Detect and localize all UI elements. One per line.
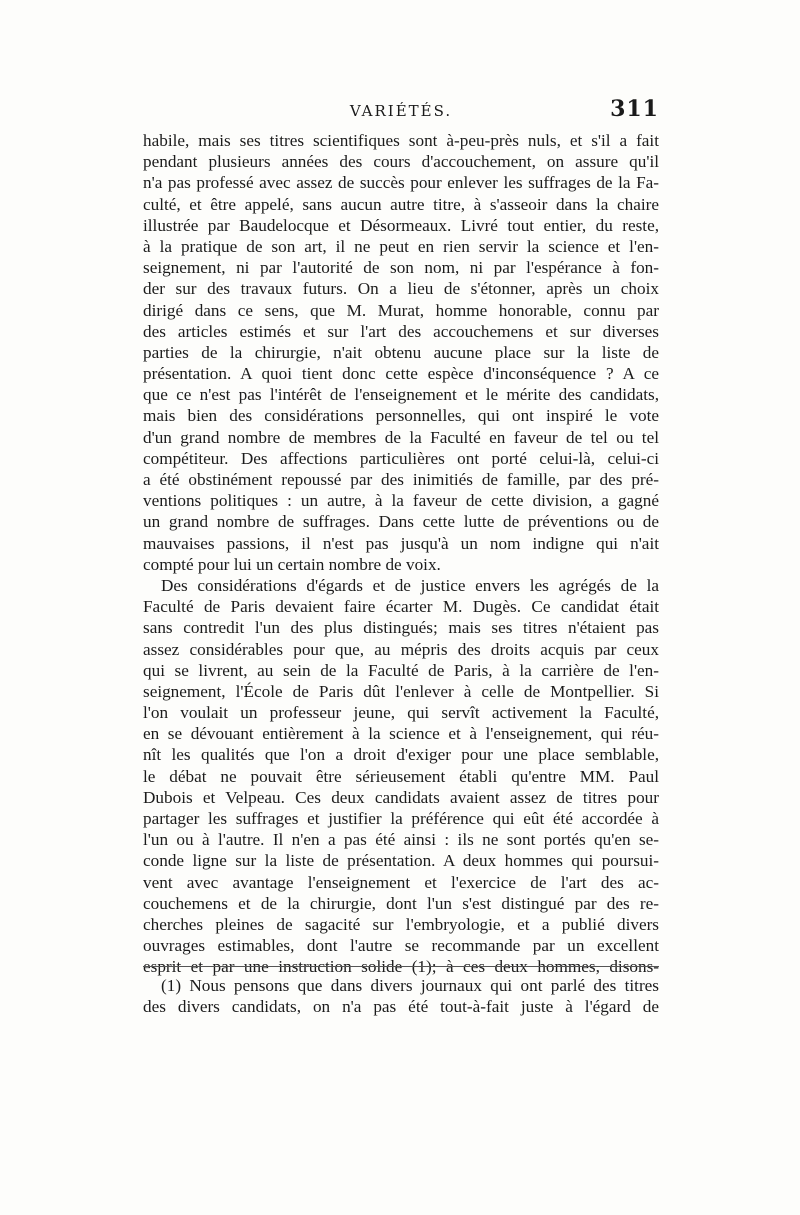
text-line: conde ligne sur la liste de présentation. A deux hommes qui poursui- (143, 851, 659, 871)
footnote-rule (143, 966, 659, 967)
text-line: partager les suffrages et justifier la préférence qui eût été accordée à (143, 809, 659, 828)
text-line: à la pratique de son art, il ne peut en rien servir la science et l'en- (143, 236, 659, 256)
text-line: des articles estimés et sur l'art des accouchemens et sur diverses (143, 321, 659, 341)
body-text (143, 130, 659, 978)
text-line: Dubois et Velpeau. Ces deux candidats avaient assez de titres pour (143, 787, 659, 807)
footnote-line: (1) Nous pensons que dans divers journaux qui ont parlé des titres (161, 976, 659, 995)
text-line: pendant plusieurs années des cours d'accouchement, on assure qu'il (143, 152, 659, 172)
text-line: n'a pas professé avec assez de succès pour enlever les suffrages de la Fa- (143, 173, 659, 193)
text-line: assez considérables pour que, au mépris des droits acquis par ceux (143, 639, 659, 659)
text-line: seignement, l'École de Paris dût l'enlever à celle de Montpellier. Si (143, 681, 659, 701)
text-line: Faculté de Paris devaient faire écarter M. Dugès. Ce candidat était (143, 597, 659, 617)
text-line: dirigé dans ce sens, que M. Murat, homme honorable, connu par (143, 300, 659, 320)
text-line: en se dévouant entièrement à la science et à l'enseignement, qui réu- (143, 724, 659, 744)
text-line: Des considérations d'égards et de justice envers les agrégés de la (161, 575, 659, 595)
running-head: VARIÉTÉS. (349, 102, 453, 120)
text-line: compté pour lui un certain nombre de voix. (143, 554, 441, 574)
text-line: d'un grand nombre de membres de la Faculté en faveur de tel ou tel (143, 427, 659, 447)
text-line: qui se livrent, au sein de la Faculté de Paris, à la carrière de l'en- (143, 660, 659, 680)
footnote (143, 975, 659, 1017)
text-line: ventions politiques : un autre, à la faveur de cette division, a gagné (143, 491, 659, 511)
text-line: parties de la chirurgie, n'ait obtenu aucune place sur la liste de (143, 342, 659, 362)
text-line: ouvrages estimables, dont l'autre se recommande par un excellent (143, 936, 659, 956)
text-line: mais bien des considérations personnelles, qui ont inspiré le vote (143, 406, 659, 426)
text-line: vent avec avantage l'enseignement et l'exercice de l'art des ac- (143, 872, 659, 892)
text-line: couchemens et de la chirurgie, dont l'un s'est distingué par des re- (143, 893, 659, 913)
text-line: seignement, ni par l'autorité de son nom, ni par l'espérance à fon- (143, 258, 659, 278)
text-line: sans contredit l'un des plus distingués; mais ses titres n'étaient pas (143, 618, 659, 638)
text-line: que ce n'est pas l'intérêt de l'enseignement et le mérite des candidats, (143, 385, 659, 405)
text-line: cherches pleines de sagacité sur l'embryologie, et a publié divers (143, 914, 659, 934)
footnote-line: des divers candidats, on n'a pas été tout-à-fait juste à l'égard de (143, 997, 659, 1017)
text-line: habile, mais ses titres scientifiques sont à-peu-près nuls, et s'il a fait (143, 131, 659, 150)
text-line: compétiteur. Des affections particulières ont porté celui-là, celui-ci (143, 448, 659, 468)
page-header (143, 96, 659, 124)
text-line: présentation. A quoi tient donc cette espèce d'inconséquence ? A ce (143, 364, 659, 384)
text-line: a été obstinément repoussé par des inimitiés de famille, par des pré- (143, 470, 659, 489)
text-line: mauvaises passions, il n'est pas jusqu'à un nom indigne qui n'ait (143, 533, 659, 553)
text-line: illustrée par Baudelocque et Désormeaux. Livré tout entier, du reste, (143, 215, 659, 235)
text-line: der sur des travaux futurs. On a lieu de s'étonner, après un choix (143, 279, 659, 299)
text-line: l'on voulait un professeur jeune, qui servît activement la Faculté, (143, 703, 659, 723)
text-line: le débat ne pouvait être sérieusement établi qu'entre MM. Paul (143, 766, 659, 786)
page-number: 311 (610, 96, 659, 122)
text-line: nît les qualités que l'on a droit d'exiger pour une place semblable, (143, 745, 659, 765)
text-line: esprit et par une instruction solide (1); à ces deux hommes, disons- (143, 957, 659, 977)
text-line: l'un ou à l'autre. Il n'en a pas été ainsi : ils ne sont portés qu'en se- (143, 830, 659, 850)
text-line: culté, et être appelé, sans aucun autre titre, à s'asseoir dans la chaire (143, 194, 659, 214)
text-line: un grand nombre de suffrages. Dans cette lutte de préventions ou de (143, 512, 659, 532)
